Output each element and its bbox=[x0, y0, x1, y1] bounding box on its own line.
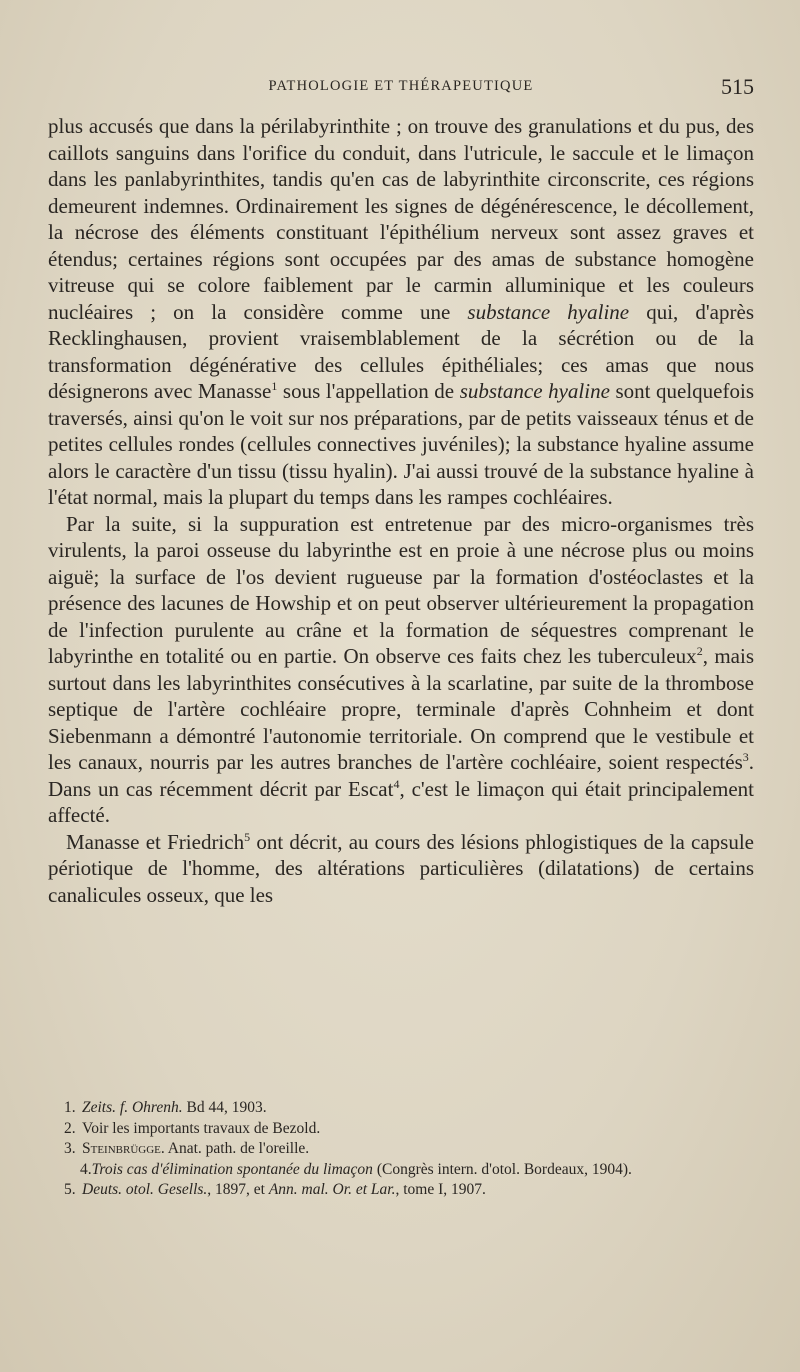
paragraph-3 bbox=[48, 829, 754, 909]
footnote-ref-5: 5 bbox=[244, 829, 251, 844]
text-run: Manasse et Friedrich bbox=[66, 829, 245, 854]
footnote-number: 5. bbox=[64, 1181, 76, 1199]
footnote-italic: Ann. mal. Or. et Lar. bbox=[268, 1181, 396, 1199]
text-run: . Dans un cas récemment décrit par Escat bbox=[48, 750, 754, 801]
footnote-ref-2: 2 bbox=[696, 644, 703, 658]
paragraph-1 bbox=[48, 113, 754, 511]
text-run: ont décrit, au cours des lésions phlogistiques de la capsule périotique de l'homme, des altérations particulières (dilatations) de certains canalicules osseux, que les bbox=[48, 829, 754, 907]
footnote-italic: Zeits. f. Ohrenh. bbox=[82, 1099, 183, 1116]
footnote-4 bbox=[48, 1160, 754, 1181]
running-title: PATHOLOGIE ET THÉRAPEUTIQUE bbox=[268, 78, 534, 94]
page-header bbox=[48, 76, 754, 102]
footnote-5 bbox=[48, 1180, 754, 1201]
footnote-text: (Congrès intern. d'otol. Bordeaux, 1904). bbox=[372, 1160, 632, 1178]
paragraph-2 bbox=[48, 511, 754, 829]
page-number: 515 bbox=[721, 74, 754, 99]
body-text bbox=[48, 113, 754, 908]
footnote-number: 1. bbox=[64, 1099, 76, 1116]
text-run: , mais surtout dans les labyrinthites consécutives à la scarlatine, par suite de la thrombose septique de l'artère cochléaire propre, terminale d'après Cohnheim et dont Siebenmann a démontré l'autonomie territoriale. On comprend que le vestibule et les canaux, nourris par les autres branches de l'artère cochléaire, soient respectés bbox=[48, 644, 754, 774]
footnote-text: , 1897, et bbox=[207, 1181, 269, 1199]
text-run: plus accusés que dans la périlabyrinthite ; on trouve des granulations et du pus, des caillots sanguins dans l'orifice du conduit, dans l'utricule, le saccule et le limaçon dans les panlabyrinthites, tandis qu'en cas de labyrinthite circonscrite, ces régions demeurent indemnes. Ordinairement les signes de dégénérescence, le décollement, la nécrose des éléments constituant l'épithélium nerveux sont assez graves et étendus; certaines régions sont occupées par des amas de substance homogène vitreuse qui se colore faiblement par le carmin alluminique et les couleurs nucléaires ; on la considère comme une bbox=[48, 114, 754, 324]
text-run: , c'est le limaçon qui était principalement affecté. bbox=[48, 776, 754, 827]
text-run: Par la suite, si la suppuration est entretenue par des micro-organismes très virulents, la paroi osseuse du labyrinthe est en proie à une nécrose plus ou moins aiguë; la surface de l'os devient rugueuse par la formation d'ostéoclastes et la présence des lacunes de Howship et on peut observer ultérieurement la propagation de l'infection purulente au crâne et la formation de séquestres comprenant le labyrinthe en totalité ou en partie. On observe ces faits chez les tuberculeux bbox=[48, 511, 754, 668]
footnote-ref-3: 3 bbox=[742, 750, 749, 764]
footnotes bbox=[48, 1098, 754, 1201]
footnote-text: Voir les importants travaux de Bezold. bbox=[82, 1119, 321, 1137]
footnote-number: 3. bbox=[64, 1140, 76, 1158]
text-run: qui, d'après Recklinghausen, provient vraisemblablement de la sécrétion ou de la transformation dégénérative des cellules épithéliales; ces amas que nous désignerons avec Manasse bbox=[48, 299, 754, 403]
footnote-3 bbox=[48, 1139, 754, 1160]
footnote-text: . Anat. path. de l'oreille. bbox=[160, 1140, 310, 1158]
italic-term: substance hyaline bbox=[467, 299, 630, 324]
italic-term: substance hyaline bbox=[459, 379, 610, 403]
text-run: sont quelquefois traversés, ainsi qu'on le voit sur nos préparations, par de petits vaisseaux ténus et de petites cellules rondes (cellules connectives juvéniles); la substance hyaline assume alors le caractère d'un tissu (tissu hyalin). J'ai aussi trouvé de la substance hyaline à l'état normal, mais la plupart du temps dans les rampes cochléaires. bbox=[48, 379, 755, 509]
footnote-1 bbox=[48, 1098, 754, 1119]
footnote-italic: Deuts. otol. Gesells. bbox=[82, 1181, 208, 1199]
footnote-text: , tome I, 1907. bbox=[395, 1181, 486, 1199]
footnote-text: Bd 44, 1903. bbox=[182, 1099, 267, 1116]
footnote-ref-4: 4 bbox=[393, 776, 400, 791]
footnote-author: Steinbrügge bbox=[82, 1140, 161, 1158]
text-run: sous l'appellation de bbox=[277, 379, 460, 403]
footnote-2 bbox=[48, 1119, 754, 1140]
footnote-ref-1: 1 bbox=[271, 379, 278, 393]
footnote-number: 4. bbox=[80, 1160, 92, 1178]
footnote-italic: Trois cas d'élimination spontanée du limaçon bbox=[91, 1160, 373, 1178]
footnote-number: 2. bbox=[64, 1119, 76, 1137]
